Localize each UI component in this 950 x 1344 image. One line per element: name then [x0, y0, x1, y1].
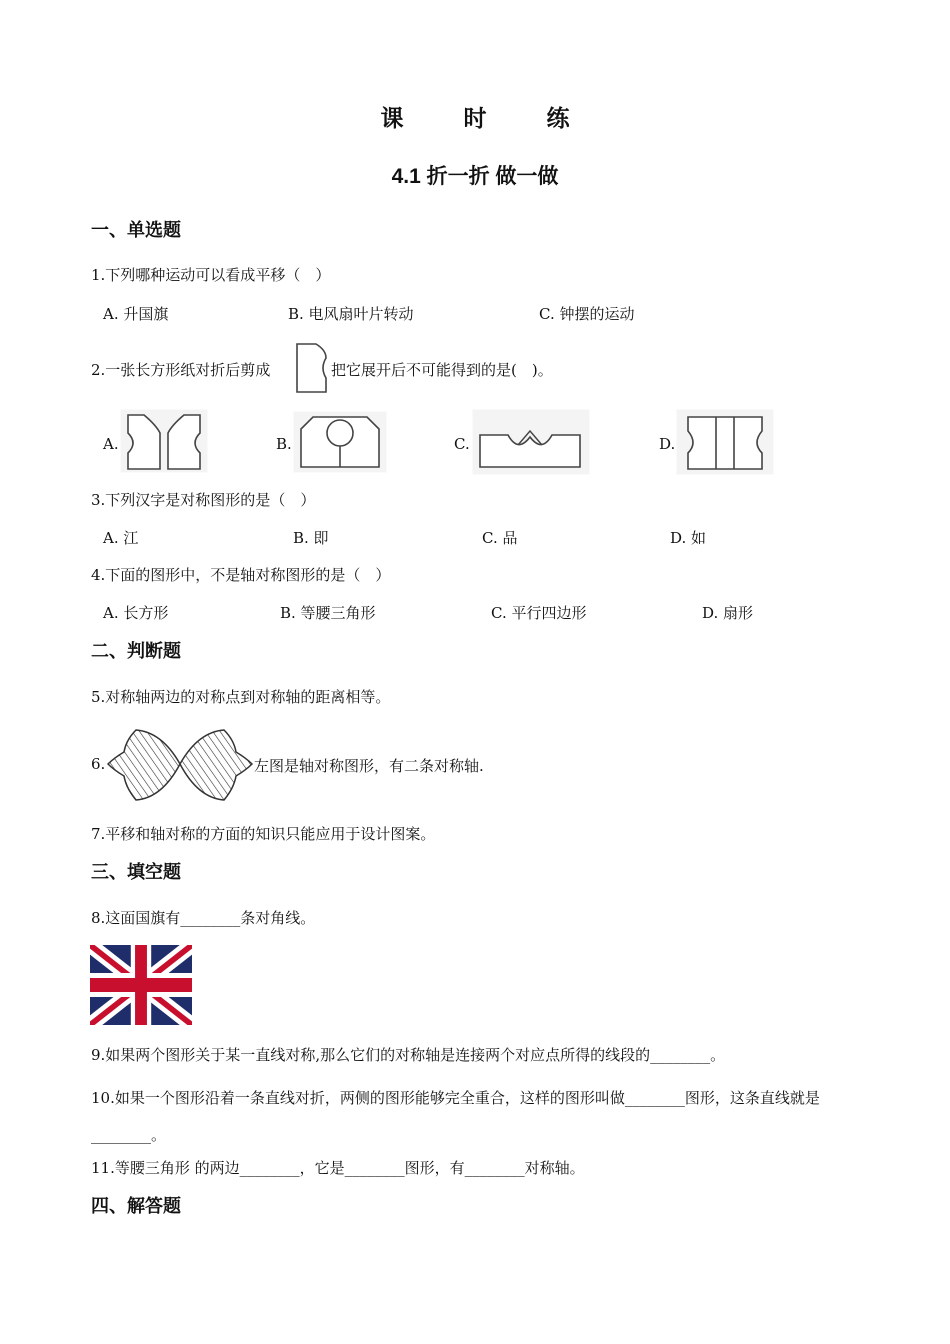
q1-option-c: C. 钟摆的运动 [539, 305, 635, 323]
page-subtitle: 4.1 折一折 做一做 [391, 165, 559, 188]
union-jack-flag-icon [90, 945, 192, 1025]
question-2-after: 把它展开后不可能得到的是( )。 [331, 361, 553, 379]
section-heading-true-false: 二、判断题 [91, 641, 181, 662]
folded-cut-shape-icon [294, 340, 330, 396]
q3-option-c: C. 品 [482, 529, 518, 547]
question-4: 4.下面的图形中，不是轴对称图形的是（ ） [91, 566, 391, 584]
question-1: 1.下列哪种运动可以看成平移（ ） [91, 266, 331, 284]
q3-option-a: A. 江 [103, 529, 139, 547]
question-11: 11.等腰三角形 的两边________，它是________图形，有________对称轴。 [91, 1159, 585, 1177]
q4-option-d: D. 扇形 [702, 604, 754, 622]
question-9: 9.如果两个图形关于某一直线对称,那么它们的对称轴是连接两个对应点所得的线段的________。 [91, 1046, 726, 1064]
q3-option-b: B. 即 [293, 529, 329, 547]
q4-option-a: A. 长方形 [103, 604, 169, 622]
q2-option-d-label: D. [659, 435, 676, 453]
q1-option-b: B. 电风扇叶片转动 [288, 305, 414, 323]
question-8: 8.这面国旗有________条对角线。 [91, 909, 316, 927]
q4-option-b: B. 等腰三角形 [280, 604, 376, 622]
section-heading-solve: 四、解答题 [91, 1196, 181, 1217]
question-6-number: 6. [91, 755, 106, 773]
question-2-before: 2.一张长方形纸对折后剪成 [91, 361, 271, 379]
q1-option-a: A. 升国旗 [103, 305, 169, 323]
section-heading-single-choice: 一、单选题 [91, 220, 181, 241]
question-5: 5.对称轴两边的对称点到对称轴的距离相等。 [91, 688, 391, 706]
q2-option-a-label: A. [103, 435, 119, 453]
question-6-text: 左图是轴对称图形，有二条对称轴. [254, 757, 484, 775]
hatched-leaf-figure-icon [106, 726, 254, 804]
q2-option-c-label: C. [454, 435, 470, 453]
q2-option-b-figure-icon [293, 411, 387, 473]
question-10: 10.如果一个图形沿着一条直线对折，两侧的图形能够完全重合，这样的图形叫做________图形，这条直线就是________。 [91, 1089, 820, 1144]
q2-option-d-figure-icon [676, 409, 774, 475]
q2-option-a-figure-icon [120, 409, 208, 473]
q2-option-b-label: B. [276, 435, 292, 453]
q4-option-c: C. 平行四边形 [491, 604, 587, 622]
q3-option-d: D. 如 [670, 529, 707, 547]
q2-option-c-figure-icon [472, 409, 590, 475]
section-heading-fill-blank: 三、填空题 [91, 862, 181, 883]
question-7: 7.平移和轴对称的方面的知识只能应用于设计图案。 [91, 825, 436, 843]
page-title: 课 时 练 [380, 105, 596, 132]
question-3: 3.下列汉字是对称图形的是（ ） [91, 491, 316, 509]
